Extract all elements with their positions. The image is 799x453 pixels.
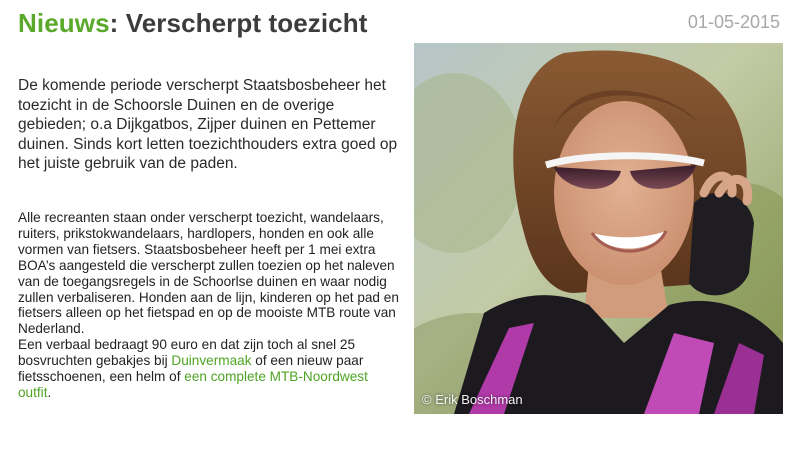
body-text: . xyxy=(47,384,52,400)
photo-credit: © Erik Boschman xyxy=(422,392,523,407)
body-paragraph: Alle recreanten staan onder verscherpt toezicht, wandelaars, ruiters, prikstokwandelaars, hardlopers, honden en ook alle vormen van fietsers. Staatsbosbeheer heeft per 1 mei extra BOA’s aangesteld die verscherpt zullen toezien op het naleven van de toegangsregels in de Schoorlse duinen en waar nodig zullen verbaliseren. Honden aan de lijn, kinderen op het pad en fietsers alleen op het fietspad en op de mooiste MTB route van Nederland. xyxy=(18,210,399,337)
body-text: of een nieuw paar fietsschoenen, een helm of xyxy=(18,353,364,385)
cyclist-photo-illustration xyxy=(414,43,783,414)
article-title xyxy=(18,8,367,39)
mtb-outfit-link[interactable]: een complete MTB-Noordwest outfit xyxy=(18,369,368,400)
body-text: Een verbaal bedraagt 90 euro en dat zijn toch al snel 25 bosvruchten gebakjes bij xyxy=(18,337,356,369)
article-lead: De komende periode verscherpt Staatsbosbeheer het toezicht in de Schoorsle Duinen en de overige gebieden; o.a Dijkgatbos, Zijper duinen en Pettemer duinen. Sinds kort letten toezichthouders extra goed op het juiste gebruik van de paden. xyxy=(18,77,398,172)
article-date: 01-05-2015 xyxy=(687,12,780,32)
article-photo xyxy=(414,43,783,414)
title-prefix: Nieuws xyxy=(18,8,110,38)
article-header xyxy=(18,4,780,44)
title-text: : Verscherpt toezicht xyxy=(109,8,368,38)
article-body xyxy=(18,210,400,401)
body-paragraph xyxy=(18,337,400,401)
duinvermaak-link[interactable]: Duinvermaak xyxy=(171,353,252,369)
